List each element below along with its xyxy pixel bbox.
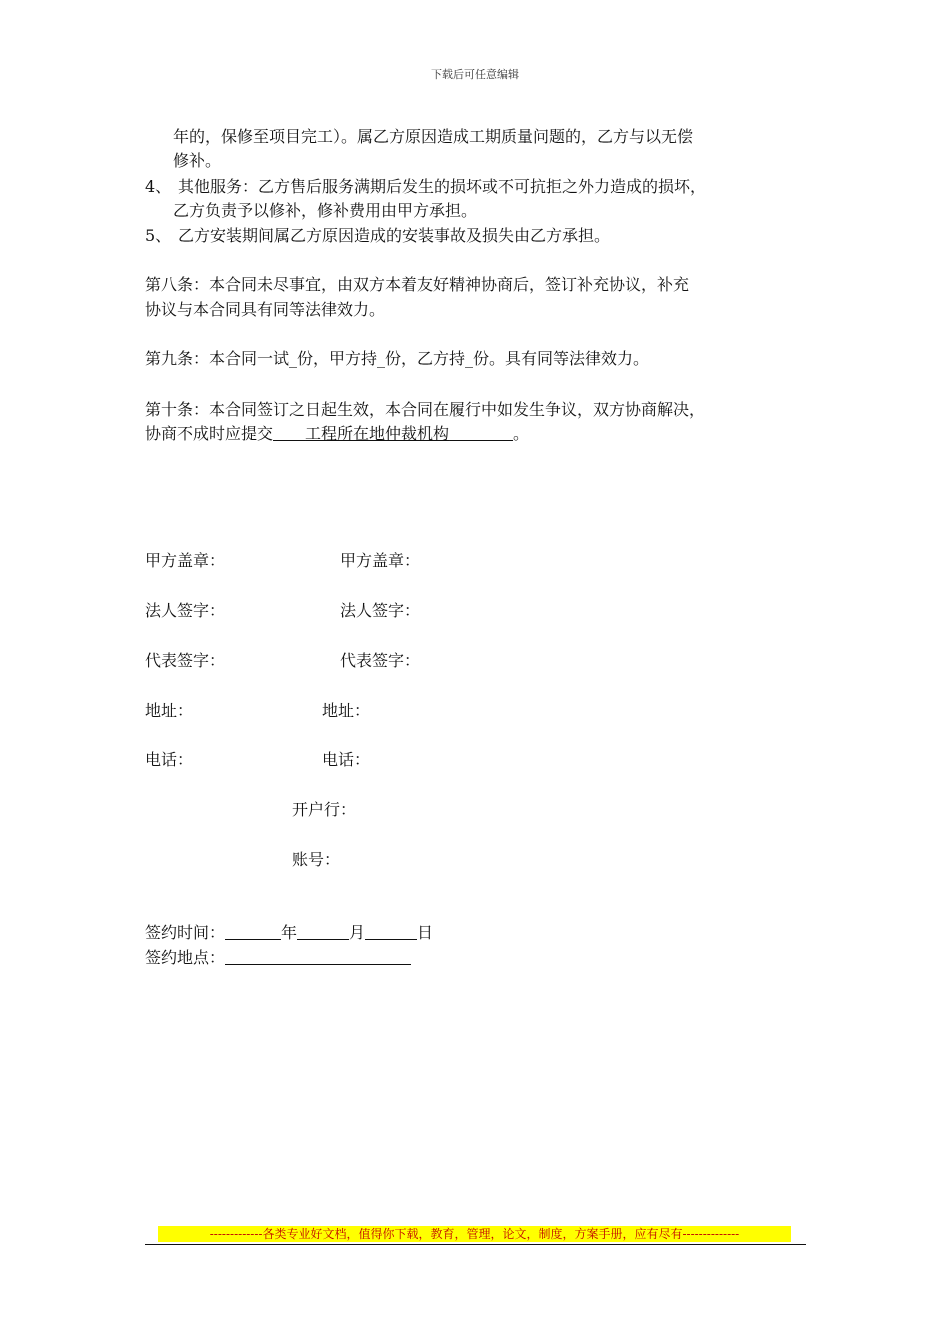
month-label: 月 xyxy=(349,923,366,942)
article-10-line2 xyxy=(145,423,529,445)
party-a-seal-left: 甲方盖章： xyxy=(145,551,226,570)
item-5-text: 乙方安装期间属乙方原因造成的安装事故及损失由乙方承担。 xyxy=(178,226,611,245)
article-10-line1: 第十条：本合同签订之日起生效，本合同在履行中如发生争议，双方协商解决， xyxy=(145,400,706,419)
page-header: 下载后可任意编辑 xyxy=(431,68,519,81)
article-8-line1: 第八条：本合同未尽事宜，由双方本着友好精神协商后，签订补充协议，补充 xyxy=(145,275,690,294)
legal-signature-right: 法人签字： xyxy=(340,601,421,620)
clause-continuation-line1: 年的，保修至项目完工）。属乙方原因造成工期质量问题的，乙方与以无偿 xyxy=(173,127,694,146)
bank-label: 开户行： xyxy=(292,800,357,819)
clause-continuation-line2: 修补。 xyxy=(173,151,222,170)
item-5-number: 5、 xyxy=(145,226,172,245)
article-10-prefix: 协商不成时应提交 xyxy=(145,424,274,443)
article-8-line2: 协议与本合同具有同等法律效力。 xyxy=(145,300,386,319)
address-right: 地址： xyxy=(322,701,371,720)
article-10-end: 。 xyxy=(513,424,530,443)
footer-banner: -------------各类专业好文档，值得你下载，教育，管理，论文，制度，方案手册，应有尽有-------------- xyxy=(158,1226,791,1242)
signing-time xyxy=(145,922,433,944)
phone-left: 电话： xyxy=(145,750,194,769)
place-blank xyxy=(225,948,411,965)
arbitration-institution-text: 工程所在地仲裁机构 xyxy=(305,424,450,443)
representative-signature-right: 代表签字： xyxy=(340,651,421,670)
item-5 xyxy=(145,225,610,247)
item-4-number: 4、 xyxy=(145,177,172,196)
legal-signature-left: 法人签字： xyxy=(145,601,226,620)
arbitration-institution xyxy=(273,424,513,443)
phone-right: 电话： xyxy=(322,750,371,769)
party-a-seal-right: 甲方盖章： xyxy=(340,551,421,570)
representative-signature-left: 代表签字： xyxy=(145,651,226,670)
account-label: 账号： xyxy=(292,850,341,869)
item-4 xyxy=(145,176,706,198)
day-label: 日 xyxy=(417,923,434,942)
item-4-line2: 乙方负责予以修补，修补费用由甲方承担。 xyxy=(173,201,478,220)
article-9: 第九条：本合同一试_份，甲方持_份，乙方持_份。具有同等法律效力。 xyxy=(145,349,650,368)
year-label: 年 xyxy=(281,923,298,942)
signing-place-label: 签约地点： xyxy=(145,948,226,967)
month-blank xyxy=(297,923,349,940)
item-4-text: 其他服务：乙方售后服务满期后发生的损坏或不可抗拒之外力造成的损坏， xyxy=(178,177,707,196)
signing-time-label: 签约时间： xyxy=(145,923,226,942)
footer-rule xyxy=(145,1244,806,1245)
signing-place xyxy=(145,947,411,969)
day-blank xyxy=(365,923,417,940)
year-blank xyxy=(225,923,281,940)
address-left: 地址： xyxy=(145,701,194,720)
